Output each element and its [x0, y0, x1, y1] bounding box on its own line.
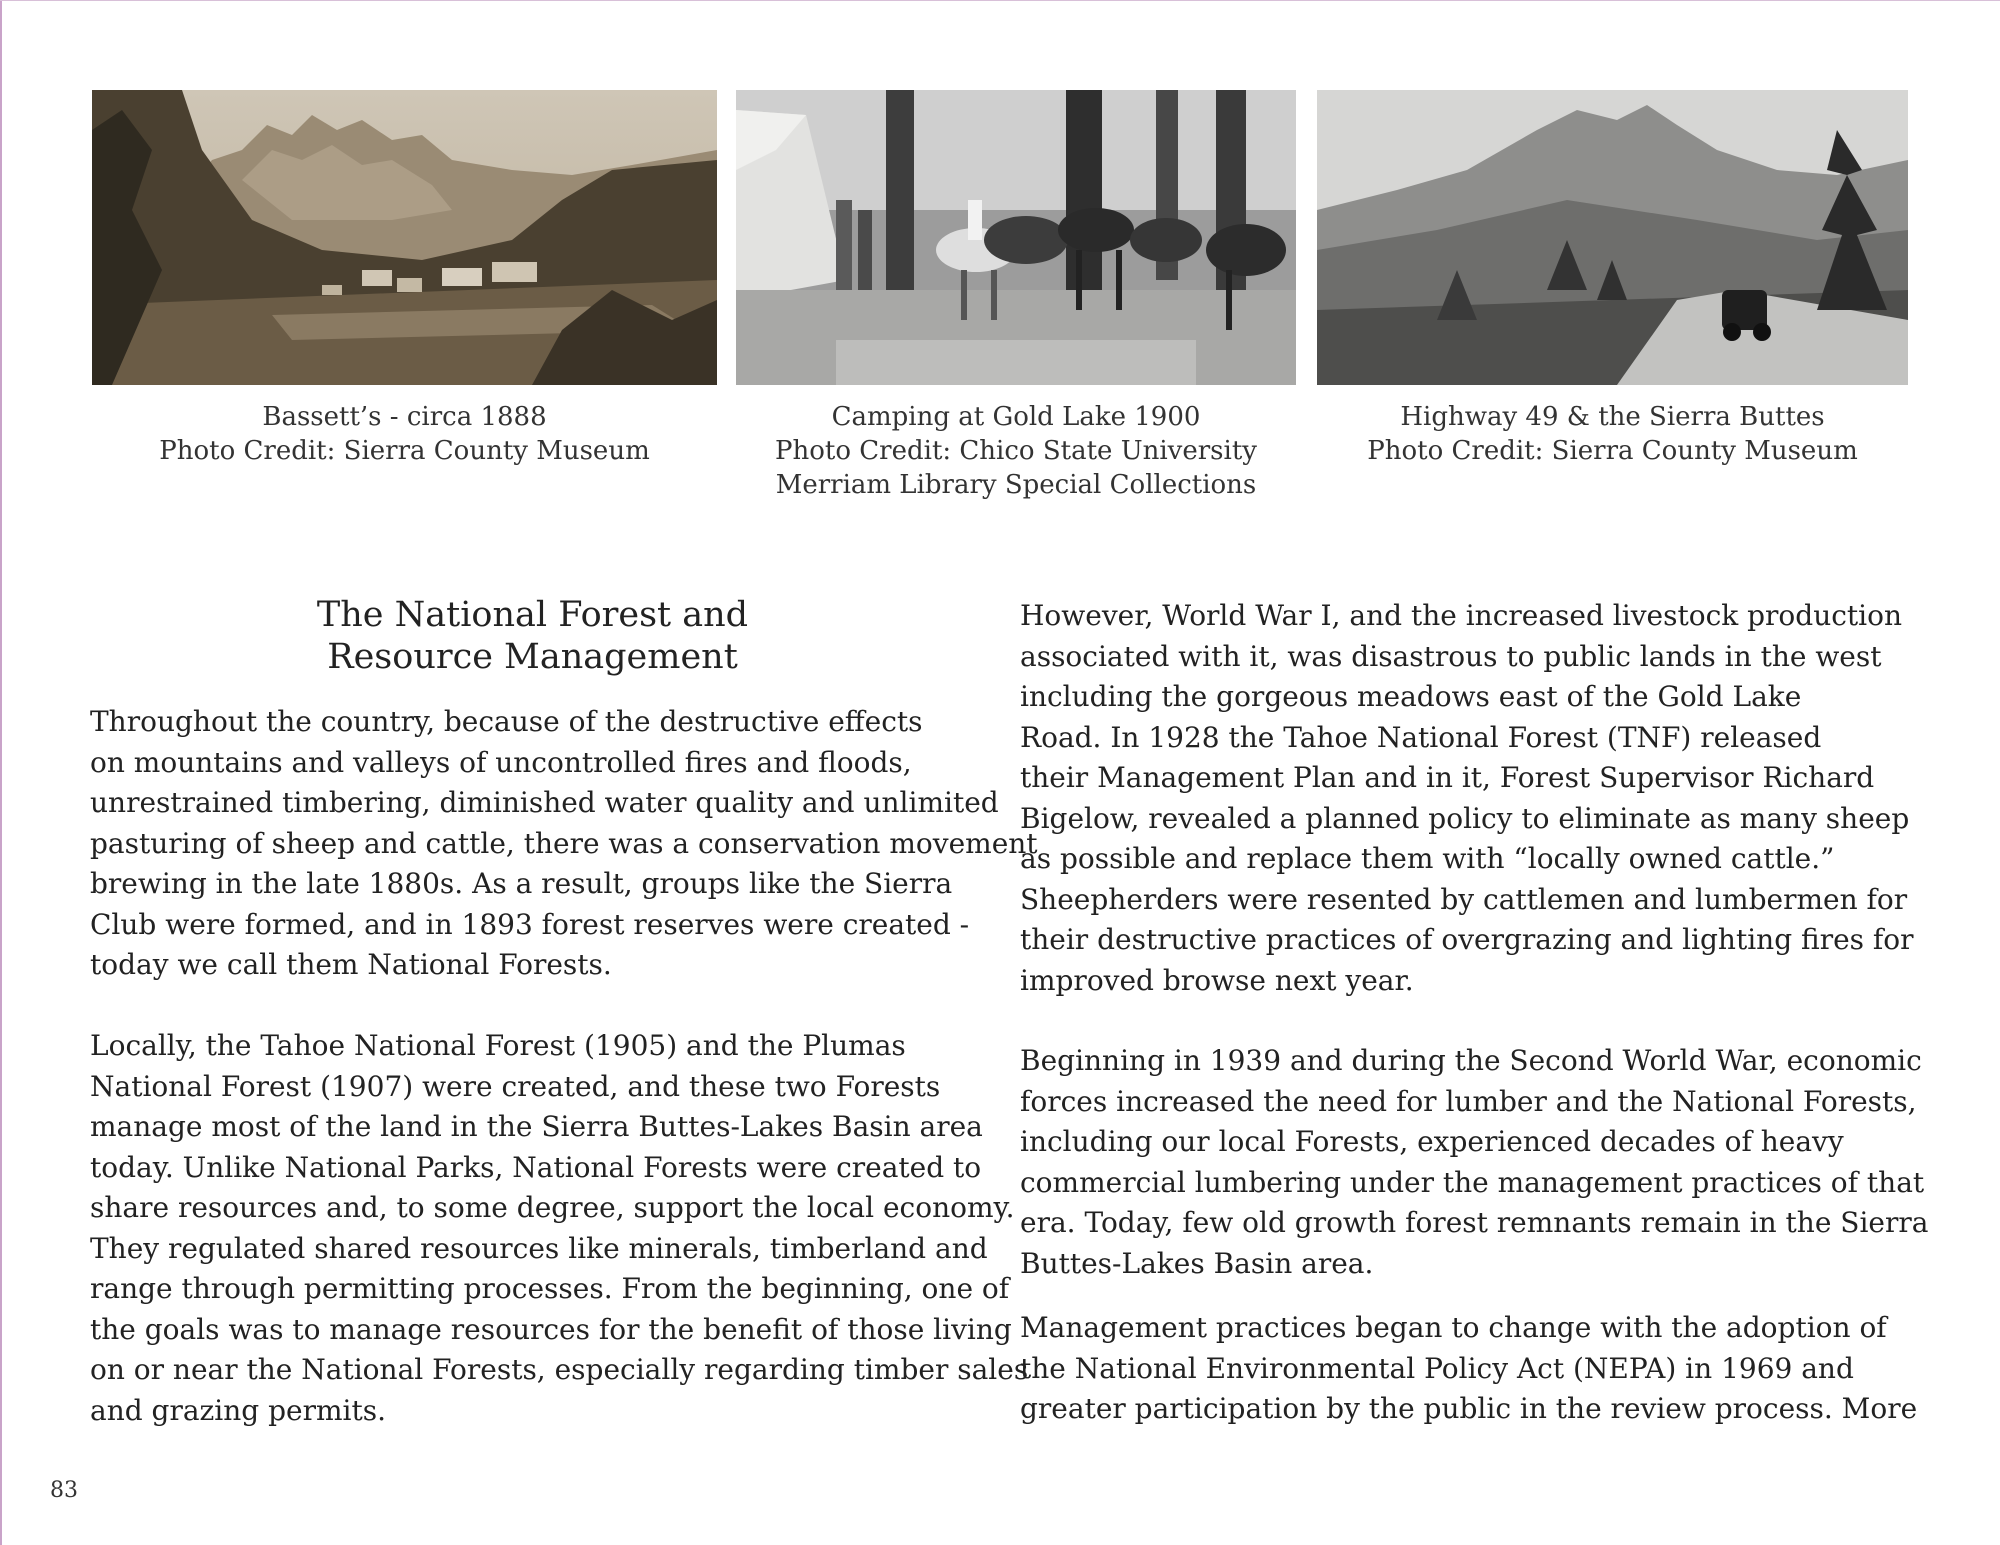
caption-credit: Photo Credit: Sierra County Museum	[159, 436, 650, 466]
text-line: Management practices began to change with the adoption of	[1020, 1311, 1887, 1344]
text-line: the National Environmental Policy Act (NEPA) in 1969 and	[1020, 1351, 1854, 1385]
text-line: and grazing permits.	[90, 1393, 387, 1427]
text-line: Buttes-Lakes Basin area.	[1020, 1246, 1374, 1280]
section-title-line: The National Forest and	[316, 595, 749, 635]
body-paragraph	[1020, 1308, 1917, 1430]
text-line: However, World War I, and the increased livestock production	[1020, 599, 1903, 632]
gold-lake-camping-photo	[736, 90, 1296, 385]
text-line: today. Unlike National Parks, National Forests were created to	[90, 1150, 982, 1184]
photo-caption-gold-lake	[736, 400, 1296, 502]
bassetts-photo	[92, 90, 717, 385]
text-line: including the gorgeous meadows east of the Gold Lake	[1020, 680, 1802, 713]
photo-caption-highway-49	[1317, 400, 1908, 468]
text-line: range through permitting processes. From the beginning, one of	[90, 1272, 1010, 1305]
text-line: Beginning in 1939 and during the Second World War, economic	[1020, 1044, 1922, 1077]
text-line: the goals was to manage resources for the benefit of those living	[90, 1312, 1012, 1346]
text-line: manage most of the land in the Sierra Buttes-Lakes Basin area	[90, 1110, 983, 1143]
text-line: as possible and replace them with “locally owned cattle.”	[1020, 842, 1835, 875]
caption-line: Bassett’s - circa 1888	[262, 402, 547, 432]
caption-line: Camping at Gold Lake 1900	[831, 402, 1201, 432]
body-paragraph	[90, 702, 1038, 986]
body-paragraph	[1020, 596, 1914, 1001]
text-line: their destructive practices of overgrazing and lighting fires for	[1020, 923, 1914, 956]
text-line: improved browse next year.	[1020, 963, 1414, 997]
page-edge-line-top	[0, 0, 2000, 1]
page-number: 83	[50, 1478, 78, 1503]
caption-line: Highway 49 & the Sierra Buttes	[1400, 402, 1825, 432]
caption-credit: Photo Credit: Chico State University	[775, 436, 1257, 466]
text-line: brewing in the late 1880s. As a result, groups like the Sierra	[90, 867, 953, 900]
body-paragraph	[90, 1026, 1028, 1431]
text-line: greater participation by the public in the review process. More	[1020, 1392, 1918, 1425]
caption-credit: Photo Credit: Sierra County Museum	[1367, 436, 1858, 466]
text-line: their Management Plan and in it, Forest Supervisor Richard	[1020, 761, 1875, 794]
section-title	[90, 594, 975, 678]
text-line: on mountains and valleys of uncontrolled fires and floods,	[90, 745, 912, 779]
text-line: Road. In 1928 the Tahoe National Forest (TNF) released	[1020, 720, 1822, 754]
text-line: Club were formed, and in 1893 forest reserves were created -	[90, 907, 970, 941]
section-title-line: Resource Management	[327, 637, 738, 677]
text-line: pasturing of sheep and cattle, there was a conservation movement	[90, 826, 1038, 860]
text-line: today we call them National Forests.	[90, 948, 612, 981]
photo-caption-bassetts	[92, 400, 717, 468]
body-paragraph	[1020, 1041, 1928, 1284]
page-edge-line	[0, 0, 2, 1545]
text-line: Sheepherders were resented by cattlemen and lumbermen for	[1020, 882, 1908, 916]
text-line: commercial lumbering under the management practices of that	[1020, 1165, 1925, 1199]
text-line: They regulated shared resources like minerals, timberland and	[90, 1231, 988, 1265]
highway-49-photo	[1317, 90, 1908, 385]
text-line: Throughout the country, because of the destructive effects	[90, 705, 923, 738]
text-line: associated with it, was disastrous to public lands in the west	[1020, 639, 1882, 673]
text-line: Locally, the Tahoe National Forest (1905) and the Plumas	[90, 1029, 906, 1062]
text-line: National Forest (1907) were created, and these two Forests	[90, 1069, 941, 1103]
text-line: unrestrained timbering, diminished water quality and unlimited	[90, 786, 999, 819]
text-line: including our local Forests, experienced decades of heavy	[1020, 1125, 1844, 1158]
text-line: share resources and, to some degree, support the local economy.	[90, 1191, 1015, 1224]
text-line: era. Today, few old growth forest remnants remain in the Sierra	[1020, 1206, 1929, 1239]
text-line: Bigelow, revealed a planned policy to eliminate as many sheep	[1020, 801, 1910, 835]
text-line: forces increased the need for lumber and the National Forests,	[1020, 1084, 1917, 1118]
text-line: on or near the National Forests, especially regarding timber sales	[90, 1353, 1029, 1386]
caption-credit-continued: Merriam Library Special Collections	[775, 470, 1257, 500]
